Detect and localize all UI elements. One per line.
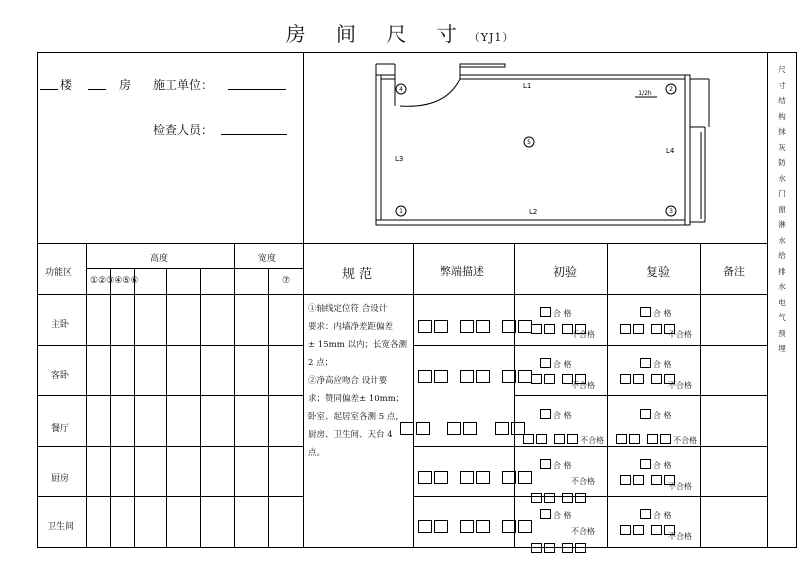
fail-checkbox[interactable] — [523, 434, 534, 444]
desc-checkbox[interactable] — [495, 422, 509, 435]
spec-line: ①轴线定位符 合设计 — [308, 304, 388, 314]
hline-row4-right — [413, 496, 767, 497]
fail-label: 不合格 — [673, 436, 698, 445]
pass-label: 合 格 — [553, 309, 572, 318]
floor-plan-diagram — [305, 54, 765, 242]
side-label-char: 预 — [778, 328, 786, 338]
hline-row4-left — [37, 496, 303, 497]
pass-label: 合 格 — [553, 360, 572, 369]
desc-checkbox[interactable] — [460, 520, 474, 533]
hline-row2-left — [37, 395, 303, 396]
fail-checkbox[interactable] — [616, 434, 627, 444]
note-label: 1/2h — [638, 90, 652, 97]
fail-checkbox[interactable] — [620, 475, 631, 485]
vline-w1 — [268, 268, 269, 548]
title-sub: （YJ1） — [468, 31, 515, 44]
wall-left — [376, 75, 381, 225]
row-label-kitchen: 厨房 — [51, 474, 70, 484]
spec-line: 求；赞同偏差± 10mm； — [308, 394, 405, 404]
side-label-char: 灰 — [778, 142, 786, 152]
vline-h1 — [110, 268, 111, 548]
pass-checkbox[interactable] — [640, 509, 651, 519]
spec-line: 要求：内墙净差距偏差 — [308, 322, 394, 332]
pass-checkbox[interactable] — [540, 358, 551, 368]
hline-row1-left — [37, 345, 303, 346]
page-title — [0, 18, 800, 47]
fail-label: 不合格 — [668, 330, 692, 339]
side-label-char: 门 — [778, 189, 786, 198]
pass-label: 合 格 — [653, 360, 672, 369]
hline-subheader — [86, 268, 303, 269]
point-1-label: 1 — [399, 208, 403, 215]
desc-boxes-row4[interactable] — [418, 467, 534, 486]
pass-label: 合 格 — [653, 309, 672, 318]
pass-label: 合 格 — [653, 411, 672, 420]
hline-row2-right — [514, 395, 767, 396]
fail-checkbox[interactable] — [575, 493, 586, 503]
fail-checkbox[interactable] — [660, 434, 671, 444]
fail-label: 不合格 — [571, 477, 595, 486]
spec-line: 卧室、起居室各测 5 点， — [308, 412, 404, 422]
inspector-label: 检查人员： — [153, 123, 214, 137]
desc-checkbox[interactable] — [434, 370, 448, 383]
fail-checkbox[interactable] — [531, 374, 542, 384]
pass-checkbox[interactable] — [540, 307, 551, 317]
door-lintel — [460, 64, 505, 67]
pass-label: 合 格 — [553, 511, 572, 520]
pass-checkbox[interactable] — [640, 358, 651, 368]
first-fail-boxes-row3[interactable] — [523, 428, 604, 447]
fail-checkbox[interactable] — [620, 374, 631, 384]
fail-label: 不合格 — [580, 436, 605, 445]
side-label-char: 抹 — [778, 127, 786, 136]
side-label-char: 水 — [778, 235, 786, 245]
unit-blank[interactable] — [228, 89, 286, 90]
first-pass-row3[interactable] — [540, 403, 572, 422]
unit-label: 施工单位： — [153, 78, 214, 92]
desc-checkbox[interactable] — [476, 370, 490, 383]
first-pass-row4[interactable] — [540, 453, 572, 472]
pass-checkbox[interactable] — [540, 509, 551, 519]
desc-boxes-row3[interactable] — [400, 418, 527, 437]
desc-checkbox[interactable] — [418, 370, 432, 383]
point-5-label: 5 — [527, 139, 531, 146]
door-swing-arc — [400, 79, 460, 106]
row-label-guest-bedroom: 客卧 — [51, 371, 70, 381]
desc-checkbox[interactable] — [434, 520, 448, 533]
desc-checkbox[interactable] — [463, 422, 477, 435]
frame-left — [37, 52, 38, 548]
side-label-char: 结 — [778, 96, 786, 105]
hline-header-left — [37, 294, 303, 295]
fail-checkbox[interactable] — [575, 543, 586, 553]
fail-label: 不合格 — [668, 381, 692, 390]
fail-label: 不合格 — [571, 330, 595, 339]
desc-checkbox[interactable] — [502, 320, 516, 333]
col-spec-header: 规 范 — [342, 267, 373, 282]
pass-label: 合 格 — [553, 461, 572, 470]
vline-h3 — [166, 268, 167, 548]
fail-checkbox[interactable] — [544, 324, 555, 334]
point-3-label: 3 — [669, 208, 673, 215]
col-first-header: 初验 — [553, 265, 578, 279]
fail-checkbox[interactable] — [531, 543, 542, 553]
row-label-master-bedroom: 主卧 — [51, 320, 70, 330]
fail-checkbox[interactable] — [544, 543, 555, 553]
side-label-char: 窗 — [778, 204, 786, 214]
fail-label: 不合格 — [668, 532, 692, 541]
fail-checkbox[interactable] — [629, 434, 640, 444]
fail-checkbox[interactable] — [554, 434, 565, 444]
fail-checkbox[interactable] — [531, 493, 542, 503]
fang-label: 房 — [119, 78, 132, 92]
desc-checkbox[interactable] — [460, 320, 474, 333]
first-fail-boxes-row5[interactable] — [531, 537, 588, 556]
fail-checkbox[interactable] — [651, 475, 662, 485]
desc-checkbox[interactable] — [518, 471, 532, 484]
fail-checkbox[interactable] — [562, 493, 573, 503]
fail-checkbox[interactable] — [531, 324, 542, 334]
fail-checkbox[interactable] — [620, 324, 631, 334]
fail-checkbox[interactable] — [536, 434, 547, 444]
wall-right — [685, 75, 690, 225]
side-label-char: 尺 — [778, 65, 786, 74]
desc-checkbox[interactable] — [502, 471, 516, 484]
desc-checkbox[interactable] — [434, 471, 448, 484]
side-label-char: 电 — [778, 297, 786, 307]
width-mark: ⑦ — [282, 276, 291, 286]
hline-header-right — [413, 294, 767, 295]
fail-checkbox[interactable] — [544, 374, 555, 384]
desc-checkbox[interactable] — [447, 422, 461, 435]
dim-l4: L4 — [666, 147, 675, 155]
desc-checkbox[interactable] — [476, 320, 490, 333]
title-text: 房 间 尺 寸 — [285, 22, 469, 46]
side-category-column — [768, 62, 796, 357]
side-label-char: 给 — [778, 251, 786, 260]
desc-checkbox[interactable] — [460, 471, 474, 484]
desc-checkbox[interactable] — [418, 520, 432, 533]
col-area-header: 功能区 — [45, 268, 73, 278]
frame-bottom — [37, 547, 797, 548]
pass-checkbox[interactable] — [640, 307, 651, 317]
fail-checkbox[interactable] — [633, 324, 644, 334]
spec-line: ± 15mm 以内；长宽各测 — [308, 340, 407, 350]
height-marks: ①②③④⑤⑥ — [90, 276, 139, 286]
col-desc-header: 弊端描述 — [440, 265, 484, 278]
desc-checkbox[interactable] — [416, 422, 430, 435]
col-remark-header: 备注 — [723, 265, 745, 278]
wall-top-right — [460, 75, 690, 79]
desc-checkbox[interactable] — [476, 520, 490, 533]
vline-h2 — [134, 268, 135, 548]
col-height-header: 高度 — [150, 254, 169, 264]
second-pass-row3[interactable] — [640, 403, 672, 422]
vline-spec — [303, 243, 304, 548]
desc-checkbox[interactable] — [502, 520, 516, 533]
fail-checkbox[interactable] — [562, 543, 573, 553]
fail-label: 不合格 — [571, 381, 595, 390]
desc-boxes-row5[interactable] — [418, 516, 534, 535]
row-label-bathroom: 卫生间 — [47, 522, 75, 532]
side-label-char: 防 — [778, 158, 786, 167]
fail-checkbox[interactable] — [647, 434, 658, 444]
spec-line: 厨房、卫生间、天台 4 — [308, 430, 393, 440]
side-label-char: 构 — [778, 111, 786, 121]
fail-checkbox[interactable] — [651, 324, 662, 334]
side-label-char: 水 — [778, 282, 786, 291]
spec-line: ②净高应吻合 设计要 — [308, 376, 388, 386]
pass-checkbox[interactable] — [640, 459, 651, 469]
lou-label: 楼 — [60, 78, 73, 92]
row-label-dining: 餐厅 — [51, 424, 70, 434]
spec-text — [308, 300, 418, 462]
spec-line: 点。 — [308, 448, 326, 458]
desc-checkbox[interactable] — [434, 320, 448, 333]
header-split-line — [303, 52, 304, 244]
fail-checkbox[interactable] — [633, 525, 644, 535]
point-4-label: 4 — [399, 86, 403, 93]
desc-checkbox[interactable] — [418, 320, 432, 333]
point-2-label: 2 — [669, 86, 673, 93]
fail-label: 不合格 — [668, 482, 692, 491]
side-label-char: 排 — [778, 266, 786, 276]
fang-blank — [88, 89, 106, 90]
pass-checkbox[interactable] — [640, 409, 651, 419]
frame-top — [37, 52, 797, 53]
side-label-char: 埋 — [778, 344, 786, 353]
desc-checkbox[interactable] — [518, 520, 532, 533]
pass-label: 合 格 — [653, 511, 672, 520]
inspector-blank[interactable] — [221, 134, 287, 135]
desc-boxes-row2[interactable] — [418, 366, 534, 385]
fail-checkbox[interactable] — [544, 493, 555, 503]
side-label-char: 淋 — [778, 220, 786, 229]
desc-checkbox[interactable] — [418, 471, 432, 484]
fail-checkbox[interactable] — [633, 475, 644, 485]
side-label-char: 寸 — [778, 80, 786, 90]
first-pass-row5[interactable] — [540, 503, 572, 522]
wall-bottom — [376, 220, 690, 225]
vline-h4 — [200, 268, 201, 548]
pass-label: 合 格 — [653, 461, 672, 470]
col-width-header: 宽度 — [258, 254, 277, 264]
lou-blank — [40, 89, 58, 90]
frame-right — [796, 52, 797, 548]
pass-checkbox[interactable] — [540, 409, 551, 419]
side-label-char: 水 — [778, 173, 786, 183]
fail-checkbox[interactable] — [651, 525, 662, 535]
dim-l1: L1 — [523, 82, 532, 90]
desc-checkbox[interactable] — [460, 370, 474, 383]
fail-checkbox[interactable] — [633, 374, 644, 384]
header-info — [40, 70, 300, 150]
col-second-header: 复验 — [646, 265, 671, 279]
fail-label: 不合格 — [571, 527, 595, 536]
hline-row1-right — [413, 345, 767, 346]
dim-l3: L3 — [395, 155, 404, 163]
spec-line: 2 点； — [308, 358, 334, 368]
fail-checkbox[interactable] — [651, 374, 662, 384]
hline-row3-left — [37, 446, 303, 447]
header-bottom-line — [37, 243, 767, 244]
desc-checkbox[interactable] — [400, 422, 414, 435]
second-fail-boxes-row3[interactable] — [616, 428, 697, 447]
side-label-char: 气 — [778, 313, 786, 322]
pass-checkbox[interactable] — [540, 459, 551, 469]
desc-boxes-row1[interactable] — [418, 316, 534, 335]
desc-checkbox[interactable] — [476, 471, 490, 484]
fail-checkbox[interactable] — [620, 525, 631, 535]
dim-l2: L2 — [529, 208, 538, 216]
fail-checkbox[interactable] — [567, 434, 578, 444]
pass-label: 合 格 — [553, 411, 572, 420]
desc-checkbox[interactable] — [502, 370, 516, 383]
hline-spec-header — [303, 294, 413, 295]
